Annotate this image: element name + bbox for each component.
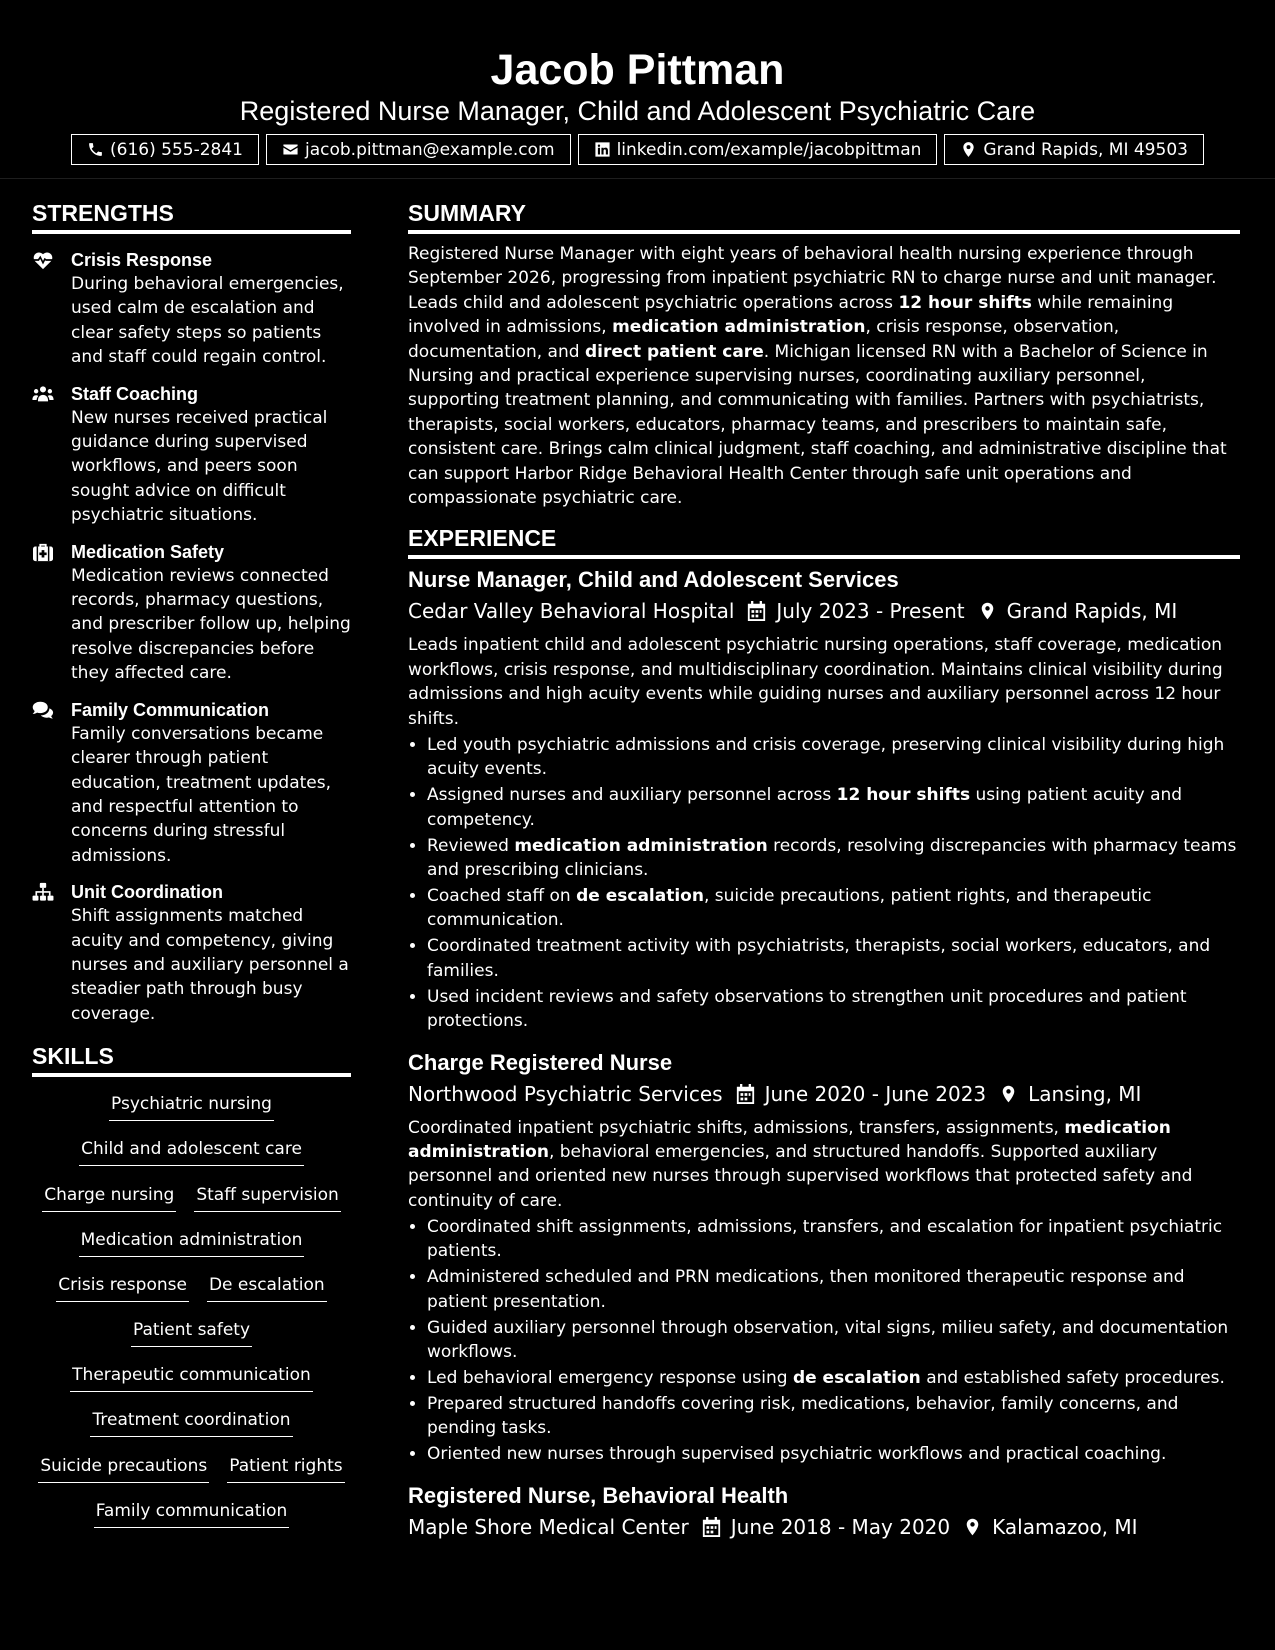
skill-row xyxy=(32,1182,351,1227)
role-entry xyxy=(408,1048,1240,1467)
bullet-item xyxy=(427,1265,1240,1314)
linkedin-contact[interactable] xyxy=(578,134,938,165)
resume-header xyxy=(0,0,1275,179)
bullet-text: , suicide precautions, patient rights, and therapeutic communication. xyxy=(427,885,1152,931)
skill-row xyxy=(32,1136,351,1181)
calendar-icon xyxy=(702,1517,721,1537)
bullet-text: medication administration xyxy=(514,835,768,856)
strengths-list xyxy=(32,248,351,1026)
candidate-title: Registered Nurse Manager, Child and Adolescent Psychiatric Care xyxy=(239,96,1036,126)
bullet-item xyxy=(427,733,1240,782)
skill-tag: Charge nursing xyxy=(42,1182,176,1212)
location-text: Grand Rapids, MI 49503 xyxy=(983,139,1188,160)
summary-heading: SUMMARY xyxy=(408,198,1240,234)
summary-segment: , crisis response, observation, documentation, and xyxy=(408,317,1120,362)
right-column xyxy=(408,198,1240,1542)
role-dates: July 2023 - Present xyxy=(776,599,965,624)
desc-segment: Leads inpatient child and adolescent psychiatric nursing operations, staff coverage, medication workflows, crisis response, and multidisciplinary coordination. Maintains clinical visibility during admissions and high acuity events while guiding nurses and auxiliary personnel across 12 hour shifts. xyxy=(408,635,1223,729)
skill-tag: Therapeutic communication xyxy=(70,1362,313,1392)
bullet-text: and established safety procedures. xyxy=(920,1367,1225,1388)
candidate-name: Jacob Pittman xyxy=(490,46,785,94)
role-title: Nurse Manager, Child and Adolescent Services xyxy=(408,567,899,593)
contact-bar xyxy=(0,134,1275,165)
skill-tag: Suicide precautions xyxy=(38,1453,209,1483)
calendar-icon xyxy=(747,601,766,621)
map-marker-icon xyxy=(963,1517,982,1537)
desc-segment: , behavioral emergencies, and structured handoffs. Supported auxiliary personnel and oriented new nurses through supervised workflows that protected safety and continuity of care. xyxy=(408,1141,1193,1211)
bullet-text: Coordinated treatment activity with psychiatrists, therapists, social workers, educators, and families. xyxy=(427,936,1211,981)
phone-contact[interactable] xyxy=(71,134,259,165)
bullet-item xyxy=(427,1316,1240,1365)
bullet-text: Led behavioral emergency response using xyxy=(427,1367,793,1388)
experience-heading: EXPERIENCE xyxy=(408,523,1240,559)
phone-text: (616) 555-2841 xyxy=(110,139,243,160)
strength-desc: Medication reviews connected records, pharmacy questions, and prescriber follow up, helping resolve discrepancies before they affected care. xyxy=(71,565,351,684)
skill-row xyxy=(32,1227,351,1272)
bullet-text: Guided auxiliary personnel through observation, vital signs, milieu safety, and documentation workflows. xyxy=(427,1317,1229,1362)
email-text: jacob.pittman@example.com xyxy=(305,139,555,160)
strength-desc: Shift assignments matched acuity and competency, giving nurses and auxiliary personnel a steadier path through busy coverage. xyxy=(71,906,349,1024)
strength-title: Unit Coordination xyxy=(71,882,223,903)
sitemap-icon xyxy=(32,882,54,902)
map-marker-icon xyxy=(978,601,997,621)
role-bullets xyxy=(408,733,1240,1034)
role-description xyxy=(408,633,1240,731)
calendar-icon xyxy=(736,1084,755,1104)
bullet-text: Reviewed xyxy=(427,835,515,856)
medkit-icon xyxy=(32,542,54,562)
summary-segment: direct patient care xyxy=(584,341,764,362)
strength-item xyxy=(32,698,351,868)
skill-row xyxy=(32,1272,351,1317)
skill-tag: Patient safety xyxy=(131,1317,252,1347)
strength-item xyxy=(32,880,351,1026)
linkedin-text: linkedin.com/example/jacobpittman xyxy=(616,139,922,160)
skill-tag: Staff supervision xyxy=(194,1182,340,1212)
comments-icon xyxy=(32,700,54,720)
role-bullets xyxy=(408,1215,1240,1467)
skill-tag: Treatment coordination xyxy=(90,1407,292,1437)
summary-segment: while remaining involved in admissions, xyxy=(408,292,1174,338)
strength-title: Medication Safety xyxy=(71,541,225,562)
role-meta xyxy=(408,596,1240,626)
users-icon xyxy=(32,384,54,404)
role-description xyxy=(408,1116,1240,1214)
role-location: Kalamazoo, MI xyxy=(992,1514,1138,1539)
bullet-item xyxy=(427,884,1240,933)
bullet-item xyxy=(427,1215,1240,1264)
role-title: Charge Registered Nurse xyxy=(408,1049,673,1075)
strength-item xyxy=(32,248,351,370)
role-entry xyxy=(408,1481,1240,1542)
location-contact[interactable] xyxy=(944,134,1204,165)
left-column xyxy=(32,198,351,1543)
skill-row xyxy=(32,1317,351,1362)
summary-segment: Registered Nurse Manager with eight years of behavioral health nursing experience through September 2026, progressing from inpatient psychiatric RN to charge nurse and unit manager. Leads child and adolescent psychiatric operations across xyxy=(408,244,1217,313)
summary-segment: 12 hour shifts xyxy=(898,292,1032,313)
strength-title: Staff Coaching xyxy=(71,383,199,404)
skills-list xyxy=(32,1091,351,1543)
skill-row xyxy=(32,1091,351,1136)
role-title: Registered Nurse, Behavioral Health xyxy=(408,1482,789,1508)
email-contact[interactable] xyxy=(266,134,571,165)
role-meta xyxy=(408,1512,1240,1542)
desc-segment: medication administration xyxy=(408,1117,1171,1162)
role-entry xyxy=(408,565,1240,1033)
bullet-item xyxy=(427,834,1240,883)
desc-segment: Coordinated inpatient psychiatric shifts, admissions, transfers, assignments, xyxy=(408,1117,1065,1138)
strength-desc: During behavioral emergencies, used calm de escalation and clear safety steps so patients and staff could regain control. xyxy=(71,274,344,368)
skill-row xyxy=(32,1362,351,1407)
strength-desc: Family conversations became clearer through patient education, treatment updates, and respectful attention to concerns during stressful admissions. xyxy=(71,723,332,866)
employer-name: Northwood Psychiatric Services xyxy=(408,1081,723,1106)
strength-desc: New nurses received practical guidance during supervised workflows, and peers soon sought advice on difficult psychiatric situations. xyxy=(71,407,328,526)
role-dates: June 2018 - May 2020 xyxy=(730,1514,951,1539)
skill-tag: Medication administration xyxy=(79,1227,305,1257)
bullet-text: Led youth psychiatric admissions and crisis coverage, preserving clinical visibility during high acuity events. xyxy=(427,734,1225,780)
role-meta xyxy=(408,1079,1240,1109)
experience-section xyxy=(408,523,1240,1541)
bullet-text: Assigned nurses and auxiliary personnel across xyxy=(427,785,837,806)
bullet-text: 12 hour shifts xyxy=(836,785,971,806)
envelope-icon xyxy=(282,141,299,158)
map-marker-icon xyxy=(999,1084,1018,1104)
bullet-text: de escalation xyxy=(792,1367,921,1388)
bullet-item xyxy=(427,934,1240,983)
skill-tag: Patient rights xyxy=(227,1453,344,1483)
skill-row xyxy=(32,1453,351,1498)
bullet-item xyxy=(427,1392,1240,1441)
strength-title: Family Communication xyxy=(71,699,270,720)
strength-title: Crisis Response xyxy=(71,250,213,270)
skill-tag: Child and adolescent care xyxy=(79,1136,304,1166)
bullet-text: Oriented new nurses through supervised psychiatric workflows and practical coaching. xyxy=(427,1444,1167,1465)
summary-segment: medication administration xyxy=(612,317,866,338)
bullet-text: records, resolving discrepancies with pharmacy teams and prescribing clinicians. xyxy=(427,835,1237,880)
bullet-text: Prepared structured handoffs covering risk, medications, behavior, family concerns, and pending tasks. xyxy=(427,1393,1179,1439)
summary-text xyxy=(408,242,1240,510)
strength-item xyxy=(32,540,351,686)
bullet-text: Used incident reviews and safety observations to strengthen unit procedures and patient protections. xyxy=(427,986,1187,1032)
skills-section xyxy=(32,1041,351,1543)
skill-row xyxy=(32,1407,351,1452)
bullet-text: Coordinated shift assignments, admissions, transfers, and escalation for inpatient psychiatric patients. xyxy=(427,1216,1223,1262)
bullet-text: Administered scheduled and PRN medications, then monitored therapeutic response and patient presentation. xyxy=(427,1267,1185,1312)
linkedin-icon xyxy=(594,141,611,158)
heartbeat-icon xyxy=(32,250,54,270)
bullet-item xyxy=(427,1366,1240,1390)
bullet-text: Coached staff on xyxy=(427,885,577,906)
strength-item xyxy=(32,382,351,528)
skill-tag: Psychiatric nursing xyxy=(109,1091,274,1121)
employer-name: Maple Shore Medical Center xyxy=(408,1514,689,1539)
bullet-text: de escalation xyxy=(576,885,704,906)
map-marker-icon xyxy=(960,141,977,158)
phone-icon xyxy=(87,141,104,158)
bullet-item xyxy=(427,1442,1240,1466)
role-dates: June 2020 - June 2023 xyxy=(764,1081,987,1106)
bullet-item xyxy=(427,985,1240,1034)
employer-name: Cedar Valley Behavioral Hospital xyxy=(408,599,735,624)
skill-tag: Crisis response xyxy=(56,1272,189,1302)
skill-tag: Family communication xyxy=(94,1498,290,1528)
bullet-item xyxy=(427,783,1240,832)
bullet-text: using patient acuity and competency. xyxy=(427,785,1183,830)
skills-heading: SKILLS xyxy=(32,1041,351,1077)
role-location: Grand Rapids, MI xyxy=(1006,599,1178,624)
skill-tag: De escalation xyxy=(207,1272,327,1302)
role-location: Lansing, MI xyxy=(1028,1081,1142,1106)
skill-row xyxy=(32,1498,351,1543)
strengths-heading: STRENGTHS xyxy=(32,198,351,234)
summary-segment: . Michigan licensed RN with a Bachelor of Science in Nursing and practical experience supervising nurses, coordinating auxiliary personnel, supporting treatment planning, and communicating with families. Partners with psychiatrists, therapists, social workers, educators, pharmacy teams, and prescribers to maintain safe, consistent care. Brings calm clinical judgment, staff coaching, and administrative discipline that can support Harbor Ridge Behavioral Health Center through safe unit operations and compassionate psychiatric care. xyxy=(408,341,1227,509)
